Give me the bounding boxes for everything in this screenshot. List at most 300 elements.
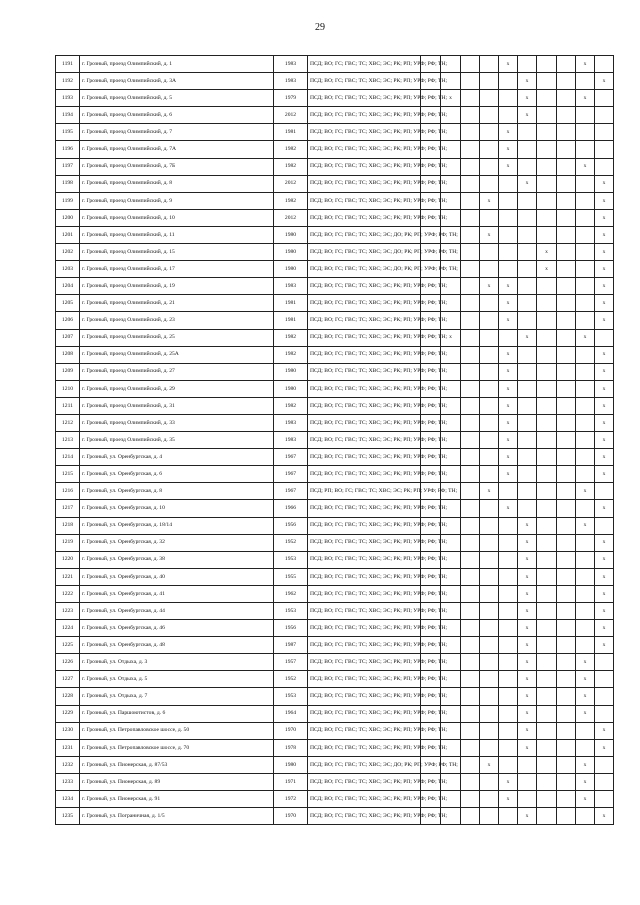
mark-cell (480, 414, 499, 431)
mark-cell (518, 432, 537, 449)
mark-cell (461, 722, 480, 739)
mark-cell: x (576, 329, 595, 346)
works-cell: ПСД; ВО; ГС; ГВС; ТС; ХВС; ЭС; РК; РП; УРФ; РФ; ТН; (308, 517, 421, 534)
mark-cell: x (480, 278, 499, 295)
works-cell: ПСД; ВО; ГС; ГВС; ТС; ХВС; ЭС; РК; РП; УРФ; РФ; ТН; (308, 107, 421, 124)
mark-cell: x (595, 808, 614, 825)
row-number: 1210 (56, 380, 80, 397)
mark-cell (557, 226, 576, 243)
mark-cell (518, 56, 537, 73)
mark-cell (537, 568, 557, 585)
mark-cell (480, 585, 499, 602)
table-row (56, 209, 614, 226)
mark-cell (537, 90, 557, 107)
address-cell: г. Грозный, проезд Олимпийский, д. 33 (80, 414, 274, 431)
address-cell: г. Грозный, проезд Олимпийский, д. 35 (80, 432, 274, 449)
mark-cell (557, 585, 576, 602)
mark-cell (576, 722, 595, 739)
table-row (56, 688, 614, 705)
mark-cell (480, 791, 499, 808)
address-cell: г. Грозный, ул. Пионерская, д. 89 (80, 773, 274, 790)
row-number: 1209 (56, 363, 80, 380)
mark-cell: x (595, 603, 614, 620)
works-cell: ПСД; ВО; ГС; ГВС; ТС; ХВС; ЭС; РК; РП; УРФ; РФ; ТН; (308, 585, 421, 602)
address-cell: г. Грозный, проезд Олимпийский, д. 23 (80, 312, 274, 329)
mark-cell: x (499, 432, 518, 449)
mark-cell (557, 175, 576, 192)
table-row (56, 483, 614, 500)
mark-cell (499, 107, 518, 124)
mark-cell (537, 466, 557, 483)
address-cell: г. Грозный, ул. Отдыха, д. 3 (80, 654, 274, 671)
mark-cell (480, 363, 499, 380)
mark-cell (557, 73, 576, 90)
mark-cell: x (595, 551, 614, 568)
mark-cell: x (441, 90, 461, 107)
mark-cell (461, 671, 480, 688)
mark-cell: x (595, 620, 614, 637)
row-number: 1198 (56, 175, 80, 192)
address-cell: г. Грозный, ул. Оренбургская, д. 41 (80, 585, 274, 602)
works-cell: ПСД; ВО; ГС; ГВС; ТС; ХВС; ЭС; РК; РП; УРФ; РФ; ТН; (308, 773, 421, 790)
row-number: 1220 (56, 551, 80, 568)
mark-cell (461, 226, 480, 243)
mark-cell (537, 56, 557, 73)
mark-cell (576, 380, 595, 397)
table-row (56, 449, 614, 466)
mark-cell (576, 808, 595, 825)
works-cell: ПСД; ВО; ГС; ГВС; ТС; ХВС; ЭС; РК; РП; УРФ; РФ; ТН; (308, 363, 421, 380)
mark-cell (557, 773, 576, 790)
table-row (56, 380, 614, 397)
mark-cell: x (576, 688, 595, 705)
mark-cell (537, 432, 557, 449)
row-number: 1194 (56, 107, 80, 124)
mark-cell (480, 637, 499, 654)
mark-cell (557, 278, 576, 295)
row-number: 1208 (56, 346, 80, 363)
mark-cell (461, 209, 480, 226)
table-row (56, 551, 614, 568)
mark-cell (499, 192, 518, 209)
table-row (56, 585, 614, 602)
mark-cell (480, 722, 499, 739)
address-cell: г. Грозный, ул. Оренбургская, д. 38 (80, 551, 274, 568)
table-row (56, 637, 614, 654)
address-cell: г. Грозный, ул. Пионерская, д. 91 (80, 791, 274, 808)
mark-cell: x (595, 346, 614, 363)
table-row (56, 295, 614, 312)
mark-cell (461, 483, 480, 500)
mark-cell: x (499, 500, 518, 517)
mark-cell: x (595, 73, 614, 90)
address-cell: г. Грозный, проезд Олимпийский, д. 5 (80, 90, 274, 107)
year-cell: 1966 (274, 500, 308, 517)
mark-cell (461, 380, 480, 397)
mark-cell (576, 226, 595, 243)
year-cell: 1980 (274, 226, 308, 243)
mark-cell (461, 620, 480, 637)
mark-cell (480, 244, 499, 261)
table-row (56, 124, 614, 141)
mark-cell (557, 432, 576, 449)
table-row (56, 346, 614, 363)
mark-cell: x (595, 226, 614, 243)
mark-cell: x (499, 363, 518, 380)
mark-cell (461, 363, 480, 380)
mark-cell (537, 808, 557, 825)
mark-cell (480, 124, 499, 141)
mark-cell (480, 620, 499, 637)
mark-cell (461, 585, 480, 602)
mark-cell: x (595, 534, 614, 551)
row-number: 1203 (56, 261, 80, 278)
mark-cell (537, 705, 557, 722)
mark-cell (595, 483, 614, 500)
mark-cell (557, 261, 576, 278)
mark-cell (499, 329, 518, 346)
mark-cell (499, 534, 518, 551)
address-cell: г. Грозный, проезд Олимпийский, д. 8 (80, 175, 274, 192)
table-row (56, 175, 614, 192)
mark-cell (461, 466, 480, 483)
mark-cell (576, 312, 595, 329)
address-cell: г. Грозный, проезд Олимпийский, д. 1 (80, 56, 274, 73)
mark-cell (537, 209, 557, 226)
address-cell: г. Грозный, ул. Оренбургская, д. 6 (80, 466, 274, 483)
mark-cell (499, 603, 518, 620)
mark-cell (595, 107, 614, 124)
mark-cell (557, 722, 576, 739)
mark-cell (557, 671, 576, 688)
mark-cell (557, 329, 576, 346)
mark-cell (499, 226, 518, 243)
address-cell: г. Грозный, проезд Олимпийский, д. 9 (80, 192, 274, 209)
mark-cell (537, 346, 557, 363)
table-row (56, 56, 614, 73)
year-cell: 1980 (274, 244, 308, 261)
mark-cell (576, 466, 595, 483)
works-cell: ПСД; ВО; ГС; ГВС; ТС; ХВС; ЭС; ДО; РК; РП; УРФ; РФ; ТН; (308, 261, 421, 278)
mark-cell: x (595, 209, 614, 226)
mark-cell (537, 312, 557, 329)
mark-cell (499, 585, 518, 602)
year-cell: 1970 (274, 722, 308, 739)
mark-cell (480, 466, 499, 483)
mark-cell (461, 791, 480, 808)
year-cell: 2012 (274, 107, 308, 124)
address-cell: г. Грозный, ул. Оренбургская, д. 32 (80, 534, 274, 551)
mark-cell (480, 739, 499, 756)
mark-cell (557, 500, 576, 517)
mark-cell (537, 585, 557, 602)
mark-cell (461, 56, 480, 73)
mark-cell (461, 688, 480, 705)
mark-cell (461, 397, 480, 414)
mark-cell (576, 192, 595, 209)
address-cell: г. Грозный, ул. Оренбургская, д. 4 (80, 449, 274, 466)
works-cell: ПСД; ВО; ГС; ГВС; ТС; ХВС; ЭС; РК; РП; УРФ; РФ; ТН; (308, 346, 421, 363)
mark-cell: x (595, 449, 614, 466)
page-number: 29 (315, 22, 325, 33)
mark-cell: x (595, 722, 614, 739)
mark-cell (461, 244, 480, 261)
mark-cell (499, 808, 518, 825)
mark-cell (537, 363, 557, 380)
year-cell: 1987 (274, 637, 308, 654)
table-row (56, 141, 614, 158)
mark-cell (518, 414, 537, 431)
row-number: 1226 (56, 654, 80, 671)
mark-cell (557, 397, 576, 414)
mark-cell (557, 107, 576, 124)
works-cell: ПСД; ВО; ГС; ГВС; ТС; ХВС; ЭС; РК; РП; УРФ; РФ; ТН; (308, 175, 421, 192)
year-cell: 1956 (274, 517, 308, 534)
mark-cell (461, 756, 480, 773)
works-cell: ПСД; ВО; ГС; ГВС; ТС; ХВС; ЭС; РК; РП; УРФ; РФ; ТН; (308, 722, 421, 739)
mark-cell (480, 773, 499, 790)
mark-cell (461, 192, 480, 209)
mark-cell (557, 688, 576, 705)
mark-cell (480, 107, 499, 124)
mark-cell (537, 226, 557, 243)
mark-cell (595, 56, 614, 73)
mark-cell: x (518, 671, 537, 688)
table-row (56, 90, 614, 107)
mark-cell: x (576, 756, 595, 773)
mark-cell (480, 397, 499, 414)
mark-cell: x (595, 466, 614, 483)
address-cell: г. Грозный, проезд Олимпийский, д. 31 (80, 397, 274, 414)
works-cell: ПСД; ВО; ГС; ГВС; ТС; ХВС; ЭС; РК; РП; УРФ; РФ; ТН; (308, 466, 421, 483)
mark-cell (480, 346, 499, 363)
mark-cell: x (480, 483, 499, 500)
mark-cell (576, 432, 595, 449)
mark-cell (537, 688, 557, 705)
address-cell: г. Грозный, проезд Олимпийский, д. 25А (80, 346, 274, 363)
mark-cell (557, 380, 576, 397)
mark-cell (480, 603, 499, 620)
mark-cell: x (518, 329, 537, 346)
mark-cell (537, 551, 557, 568)
table-row (56, 705, 614, 722)
mark-cell: x (595, 278, 614, 295)
mark-cell (595, 654, 614, 671)
mark-cell (480, 380, 499, 397)
mark-cell (576, 346, 595, 363)
mark-cell (499, 175, 518, 192)
mark-cell (576, 397, 595, 414)
mark-cell (499, 244, 518, 261)
works-cell: ПСД; ВО; ГС; ГВС; ТС; ХВС; ЭС; РК; РП; УРФ; РФ; ТН; (308, 90, 421, 107)
mark-cell: x (499, 312, 518, 329)
mark-cell: x (441, 329, 461, 346)
address-cell: г. Грозный, проезд Олимпийский, д. 7Б (80, 158, 274, 175)
table-body (56, 56, 614, 825)
mark-cell: x (595, 637, 614, 654)
mark-cell (461, 346, 480, 363)
address-cell: г. Грозный, ул. Оренбургская, д. 46 (80, 620, 274, 637)
row-number: 1205 (56, 295, 80, 312)
mark-cell (461, 73, 480, 90)
mark-cell (499, 688, 518, 705)
table-row (56, 329, 614, 346)
row-number: 1197 (56, 158, 80, 175)
mark-cell: x (518, 722, 537, 739)
mark-cell (461, 808, 480, 825)
mark-cell: x (499, 397, 518, 414)
works-cell: ПСД; ВО; ГС; ГВС; ТС; ХВС; ЭС; РК; РП; УРФ; РФ; ТН; (308, 124, 421, 141)
table-row (56, 534, 614, 551)
mark-cell (576, 244, 595, 261)
mark-cell: x (518, 620, 537, 637)
mark-cell: x (518, 107, 537, 124)
mark-cell (461, 654, 480, 671)
mark-cell (518, 244, 537, 261)
works-cell: ПСД; ВО; ГС; ГВС; ТС; ХВС; ЭС; РК; РП; УРФ; РФ; ТН; (308, 500, 421, 517)
works-cell: ПСД; ВО; ГС; ГВС; ТС; ХВС; ЭС; РК; РП; УРФ; РФ; ТН; (308, 141, 421, 158)
mark-cell (480, 158, 499, 175)
works-cell: ПСД; ВО; ГС; ГВС; ТС; ХВС; ЭС; РК; РП; УРФ; РФ; ТН; (308, 637, 421, 654)
mark-cell (595, 773, 614, 790)
mark-cell (480, 175, 499, 192)
mark-cell: x (595, 432, 614, 449)
mark-cell: x (595, 500, 614, 517)
mark-cell: x (537, 261, 557, 278)
mark-cell (557, 603, 576, 620)
mark-cell (557, 363, 576, 380)
works-cell: ПСД; ВО; ГС; ГВС; ТС; ХВС; ЭС; РК; РП; УРФ; РФ; ТН; (308, 688, 421, 705)
mark-cell: x (499, 158, 518, 175)
table-row (56, 278, 614, 295)
works-cell: ПСД; ВО; ГС; ГВС; ТС; ХВС; ЭС; ДО; РК; РП; УРФ; РФ; ТН; (308, 244, 421, 261)
mark-cell: x (518, 705, 537, 722)
row-number: 1204 (56, 278, 80, 295)
mark-cell (461, 551, 480, 568)
address-cell: г. Грозный, проезд Олимпийский, д. 21 (80, 295, 274, 312)
table-row (56, 244, 614, 261)
mark-cell (480, 551, 499, 568)
works-cell: ПСД; ВО; ГС; ГВС; ТС; ХВС; ЭС; РК; РП; УРФ; РФ; ТН; (308, 739, 421, 756)
mark-cell (499, 671, 518, 688)
mark-cell (480, 90, 499, 107)
row-number: 1215 (56, 466, 80, 483)
mark-cell (557, 534, 576, 551)
row-number: 1192 (56, 73, 80, 90)
mark-cell (537, 671, 557, 688)
address-cell: г. Грозный, проезд Олимпийский, д. 29 (80, 380, 274, 397)
address-cell: г. Грозный, проезд Олимпийский, д. 25 (80, 329, 274, 346)
mark-cell (576, 124, 595, 141)
mark-cell (537, 158, 557, 175)
year-cell: 1982 (274, 158, 308, 175)
mark-cell (595, 141, 614, 158)
mark-cell (595, 671, 614, 688)
mark-cell (537, 73, 557, 90)
works-cell: ПСД; ВО; ГС; ГВС; ТС; ХВС; ЭС; ДО; РК; РП; УРФ; РФ; ТН; (308, 226, 421, 243)
row-number: 1218 (56, 517, 80, 534)
year-cell: 1952 (274, 534, 308, 551)
mark-cell (557, 483, 576, 500)
mark-cell (595, 705, 614, 722)
mark-cell (461, 124, 480, 141)
mark-cell (537, 654, 557, 671)
mark-cell: x (518, 73, 537, 90)
mark-cell (518, 312, 537, 329)
mark-cell (576, 175, 595, 192)
mark-cell (557, 449, 576, 466)
address-cell: г. Грозный, проезд Олимпийский, д. 11 (80, 226, 274, 243)
mark-cell (557, 551, 576, 568)
housing-registry-table (55, 55, 614, 825)
mark-cell (461, 705, 480, 722)
mark-cell (537, 517, 557, 534)
row-number: 1225 (56, 637, 80, 654)
mark-cell (461, 500, 480, 517)
mark-cell (557, 637, 576, 654)
row-number: 1202 (56, 244, 80, 261)
row-number: 1235 (56, 808, 80, 825)
address-cell: г. Грозный, проезд Олимпийский, д. 3А (80, 73, 274, 90)
works-cell: ПСД; ВО; ГС; ГВС; ТС; ХВС; ЭС; РК; РП; УРФ; РФ; ТН; (308, 568, 421, 585)
mark-cell (537, 449, 557, 466)
row-number: 1224 (56, 620, 80, 637)
mark-cell (461, 261, 480, 278)
works-cell: ПСД; ВО; ГС; ГВС; ТС; ХВС; ЭС; РК; РП; УРФ; РФ; ТН; (308, 192, 421, 209)
works-cell: ПСД; ВО; ГС; ГВС; ТС; ХВС; ЭС; РК; РП; УРФ; РФ; ТН; (308, 380, 421, 397)
row-number: 1234 (56, 791, 80, 808)
table-row (56, 500, 614, 517)
table-row (56, 363, 614, 380)
mark-cell (518, 124, 537, 141)
mark-cell (480, 56, 499, 73)
year-cell: 1982 (274, 141, 308, 158)
address-cell: г. Грозный, ул. Пограничная, д. 1/5 (80, 808, 274, 825)
mark-cell (557, 791, 576, 808)
mark-cell (537, 192, 557, 209)
mark-cell: x (518, 688, 537, 705)
mark-cell (499, 739, 518, 756)
year-cell: 1972 (274, 791, 308, 808)
address-cell: г. Грозный, ул. Оренбургская, д. 44 (80, 603, 274, 620)
mark-cell (461, 312, 480, 329)
year-cell: 1970 (274, 808, 308, 825)
table-row (56, 158, 614, 175)
row-number: 1221 (56, 568, 80, 585)
year-cell: 1952 (274, 671, 308, 688)
mark-cell (518, 209, 537, 226)
mark-cell (518, 141, 537, 158)
mark-cell (557, 739, 576, 756)
row-number: 1195 (56, 124, 80, 141)
year-cell: 1983 (274, 432, 308, 449)
mark-cell: x (518, 637, 537, 654)
mark-cell (499, 756, 518, 773)
year-cell: 1981 (274, 312, 308, 329)
mark-cell (480, 808, 499, 825)
table-row (56, 226, 614, 243)
mark-cell (557, 192, 576, 209)
mark-cell (537, 739, 557, 756)
mark-cell: x (518, 585, 537, 602)
mark-cell (461, 141, 480, 158)
year-cell: 1964 (274, 705, 308, 722)
mark-cell: x (595, 380, 614, 397)
mark-cell (537, 397, 557, 414)
year-cell: 1982 (274, 346, 308, 363)
mark-cell (595, 158, 614, 175)
works-cell: ПСД; ВО; ГС; ГВС; ТС; ХВС; ЭС; РК; РП; УРФ; РФ; ТН; (308, 414, 421, 431)
